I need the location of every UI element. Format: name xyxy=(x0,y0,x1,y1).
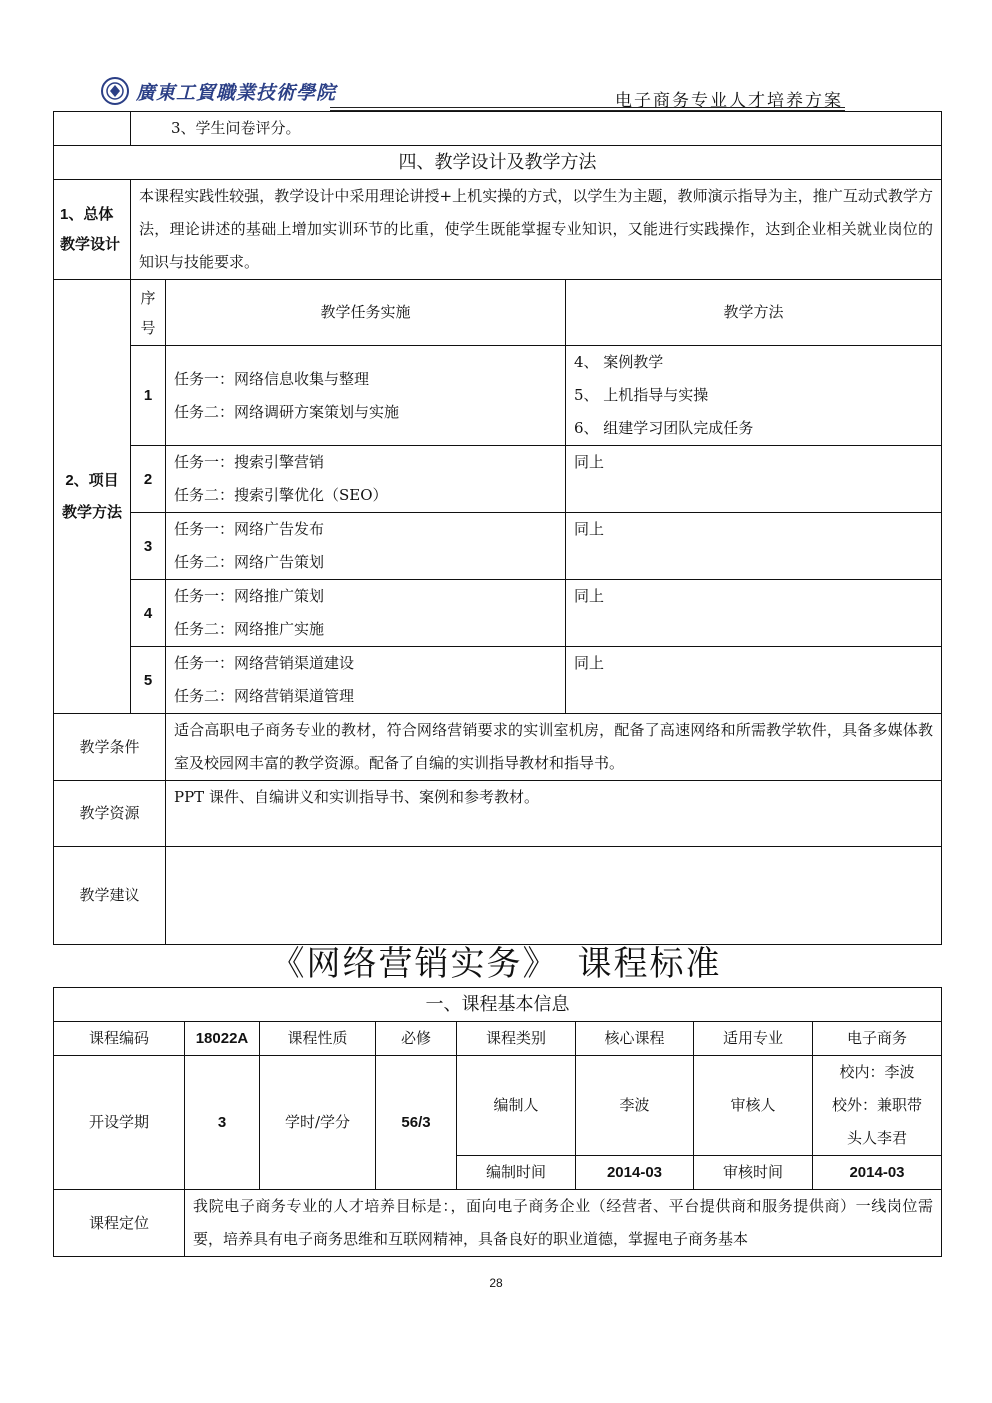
row-number: 5 xyxy=(131,647,166,714)
conditions-label: 教学条件 xyxy=(54,714,166,781)
section-title: 一、课程基本信息 xyxy=(54,988,942,1022)
task-cell xyxy=(166,647,566,714)
task-two: 任务二：网络营销渠道管理 xyxy=(174,687,355,705)
reviewer-names xyxy=(813,1056,942,1156)
task-cell xyxy=(166,446,566,513)
field-label: 审核时间 xyxy=(694,1156,813,1190)
suggestions-text xyxy=(166,847,942,945)
section-title: 四、教学设计及教学方法 xyxy=(54,146,942,180)
method-item: 5、 上机指导与实操 xyxy=(574,386,709,404)
method-cell xyxy=(566,346,942,446)
task-two: 任务二：搜索引擎优化（SEO） xyxy=(174,486,388,504)
field-label: 审核人 xyxy=(694,1056,813,1156)
task-header: 教学任务实施 xyxy=(166,280,566,346)
course-positioning-text: 我院电子商务专业的人才培养目标是：，面向电子商务企业（经营者、平台提供商和服务提供商）一线岗位需要，培养具有电子商务思维和互联网精神，具备良好的职业道德，掌握电子商务基本 xyxy=(185,1190,942,1257)
course-standard-title: 《网络营销实务》 课程标准 xyxy=(270,944,722,984)
project-method-label: 2、项目教学方法 xyxy=(54,280,131,714)
school-logo xyxy=(100,74,336,108)
row-number: 3 xyxy=(131,513,166,580)
conditions-text: 适合高职电子商务专业的教材，符合网络营销要求的实训室机房，配备了高速网络和所需教学软件，具备多媒体教室及校园网丰富的教学资源。配备了自编的实训指导教材和指导书。 xyxy=(166,714,942,781)
method-cell: 同上 xyxy=(566,446,942,513)
task-one: 任务一：搜索引擎营销 xyxy=(174,453,325,471)
course-info-table xyxy=(53,987,942,1257)
task-cell xyxy=(166,580,566,647)
row-number: 2 xyxy=(131,446,166,513)
course-code: 18022A xyxy=(185,1022,260,1056)
page-header xyxy=(100,74,845,110)
field-label: 课程性质 xyxy=(260,1022,376,1056)
field-label: 课程编码 xyxy=(54,1022,185,1056)
field-label: 学时/学分 xyxy=(260,1056,376,1190)
task-one: 任务一：网络信息收集与整理 xyxy=(174,369,370,388)
hours-credits: 56/3 xyxy=(376,1056,457,1190)
row-number: 4 xyxy=(131,580,166,647)
overall-design-text: 本课程实践性较强，教学设计中采用理论讲授+上机实操的方式，以学生为主题，教师演示指导为主，推广互动式教学方法，理论讲述的基础上增加实训环节的比重，使学生既能掌握专业知识，又能进行实践操作，达到企业相关就业岗位的知识与技能要求。 xyxy=(131,180,942,280)
field-label: 编制人 xyxy=(457,1056,576,1156)
task-cell xyxy=(166,513,566,580)
method-cell: 同上 xyxy=(566,647,942,714)
task-cell xyxy=(166,346,566,446)
term-value: 3 xyxy=(185,1056,260,1190)
header-rule xyxy=(330,107,845,108)
task-two: 任务二：网络广告策划 xyxy=(174,553,325,571)
applicable-major: 电子商务 xyxy=(813,1022,942,1056)
teaching-design-table xyxy=(53,111,942,945)
row-number: 1 xyxy=(131,346,166,446)
review-time: 2014-03 xyxy=(813,1156,942,1190)
reviewer-line: 校外：兼职带 xyxy=(831,1096,922,1114)
overall-design-label: 1、总体教学设计 xyxy=(54,180,131,280)
seq-header: 序号 xyxy=(131,280,166,346)
page-number: 28 xyxy=(489,1276,503,1290)
method-cell: 同上 xyxy=(566,580,942,647)
reviewer-line: 头人李君 xyxy=(846,1129,907,1147)
method-header: 教学方法 xyxy=(566,280,942,346)
course-category: 核心课程 xyxy=(576,1022,694,1056)
field-label: 课程定位 xyxy=(54,1190,185,1257)
field-label: 课程类别 xyxy=(457,1022,576,1056)
suggestions-label: 教学建议 xyxy=(54,847,166,945)
task-one: 任务一：网络营销渠道建设 xyxy=(174,654,355,672)
evaluation-item: 3、学生问卷评分。 xyxy=(131,112,942,146)
empty-cell xyxy=(54,112,131,146)
method-cell: 同上 xyxy=(566,513,942,580)
task-two: 任务二：网络调研方案策划与实施 xyxy=(174,402,400,421)
task-two: 任务二：网络推广实施 xyxy=(174,620,325,638)
course-nature: 必修 xyxy=(376,1022,457,1056)
header-doc-title: 电子商务专业人才培养方案 xyxy=(615,91,843,111)
resources-label: 教学资源 xyxy=(54,781,166,847)
field-label: 适用专业 xyxy=(694,1022,813,1056)
school-emblem-icon xyxy=(100,76,130,106)
editor-name: 李波 xyxy=(576,1056,694,1156)
method-item: 6、 组建学习团队完成任务 xyxy=(574,419,754,437)
edit-time: 2014-03 xyxy=(576,1156,694,1190)
method-item: 4、 案例教学 xyxy=(574,353,664,371)
task-one: 任务一：网络推广策划 xyxy=(174,587,325,605)
field-label: 编制时间 xyxy=(457,1156,576,1190)
school-name: 廣東工貿職業技術學院 xyxy=(136,81,337,104)
field-label: 开设学期 xyxy=(54,1056,185,1190)
resources-text: PPT 课件、自编讲义和实训指导书、案例和参考教材。 xyxy=(166,781,942,847)
reviewer-line: 校内：李波 xyxy=(839,1063,915,1081)
task-one: 任务一：网络广告发布 xyxy=(174,520,325,538)
